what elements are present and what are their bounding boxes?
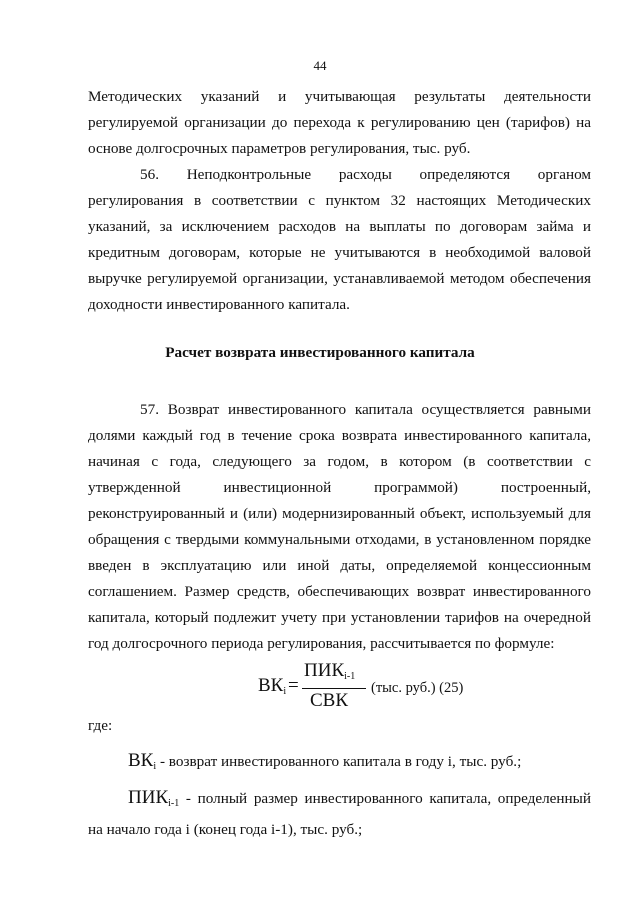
definition-line: $ПИК_{i-1}$ - полный размер инвестированного капитала, определенный	[128, 787, 591, 809]
section-heading: Расчет возврата инвестированного капитала	[165, 344, 475, 361]
fraction-bar	[302, 688, 366, 689]
text-line: соглашением. Размер средств, обеспечивающих возврат инвестированного	[88, 583, 591, 600]
paragraph-56	[88, 162, 591, 318]
text-line: регулируемой организации до перехода к регулированию цен (тарифов) на	[88, 114, 591, 131]
formula-unit-label: (тыс. руб.) (25)	[371, 680, 464, 696]
formula-numerator: $ПИК_{i-1}$	[304, 660, 356, 682]
text-line: выручке регулируемой организации, устанавливаемой методом обеспечения	[88, 270, 591, 287]
definition-line: $ВК_i$ - возврат инвестированного капитала в году i, тыс. руб.;	[128, 750, 522, 772]
page-number: 44	[313, 58, 327, 73]
definition-symbol: $ПИК_{i-1}$	[128, 787, 180, 809]
text-line: 57. Возврат инвестированного капитала осуществляется равными	[140, 401, 591, 418]
text-line: утвержденной инвестиционной программой) построенный,	[88, 479, 591, 496]
formula-25	[258, 660, 498, 716]
text-line: год долгосрочного периода регулирования, рассчитывается по формуле:	[88, 635, 555, 652]
text-line: кредитным договорам, которые не учитываются в необходимой валовой	[88, 244, 591, 261]
text-line: указаний, за исключением расходов на выплаты по договорам займа и	[88, 218, 591, 235]
text-line: обращения с твердыми коммунальными отходами, в установленном порядке	[88, 531, 591, 548]
text-line: реконструированный и (или) модернизированный объект, используемый для	[88, 505, 591, 522]
text-line: долями каждый год в течение срока возврата инвестированного капитала,	[88, 427, 591, 444]
formula-denominator: СВК	[310, 690, 349, 711]
text-line: доходности инвестированного капитала.	[88, 296, 350, 313]
where-label: где:	[88, 717, 113, 734]
definition-line: на начало года i (конец года i-1), тыс. руб.;	[88, 821, 363, 838]
definition-vk	[88, 748, 591, 780]
formula-equals: =	[288, 675, 299, 696]
formula-lhs: $ВК_i$	[258, 675, 287, 697]
paragraph-continuation	[88, 84, 591, 162]
text-line: начиная с года, следующего за годом, в котором (в соответствии с	[88, 453, 591, 470]
text-line: основе долгосрочных параметров регулирования, тыс. руб.	[88, 140, 471, 157]
text-line: Методических указаний и учитывающая результаты деятельности	[88, 88, 591, 105]
text-line: введен в эксплуатацию или иной даты, определяемой концессионным	[88, 557, 591, 574]
text-line: регулирования в соответствии с пунктом 32 настоящих Методических	[88, 192, 591, 209]
text-line: капитала, который подлежит учету при установлении тарифов на очередной	[88, 609, 591, 626]
text-line: 56. Неподконтрольные расходы определяются органом	[140, 166, 591, 183]
definition-symbol: $ВК_i$	[128, 750, 157, 772]
definition-pik	[88, 785, 591, 843]
paragraph-57	[88, 397, 591, 657]
